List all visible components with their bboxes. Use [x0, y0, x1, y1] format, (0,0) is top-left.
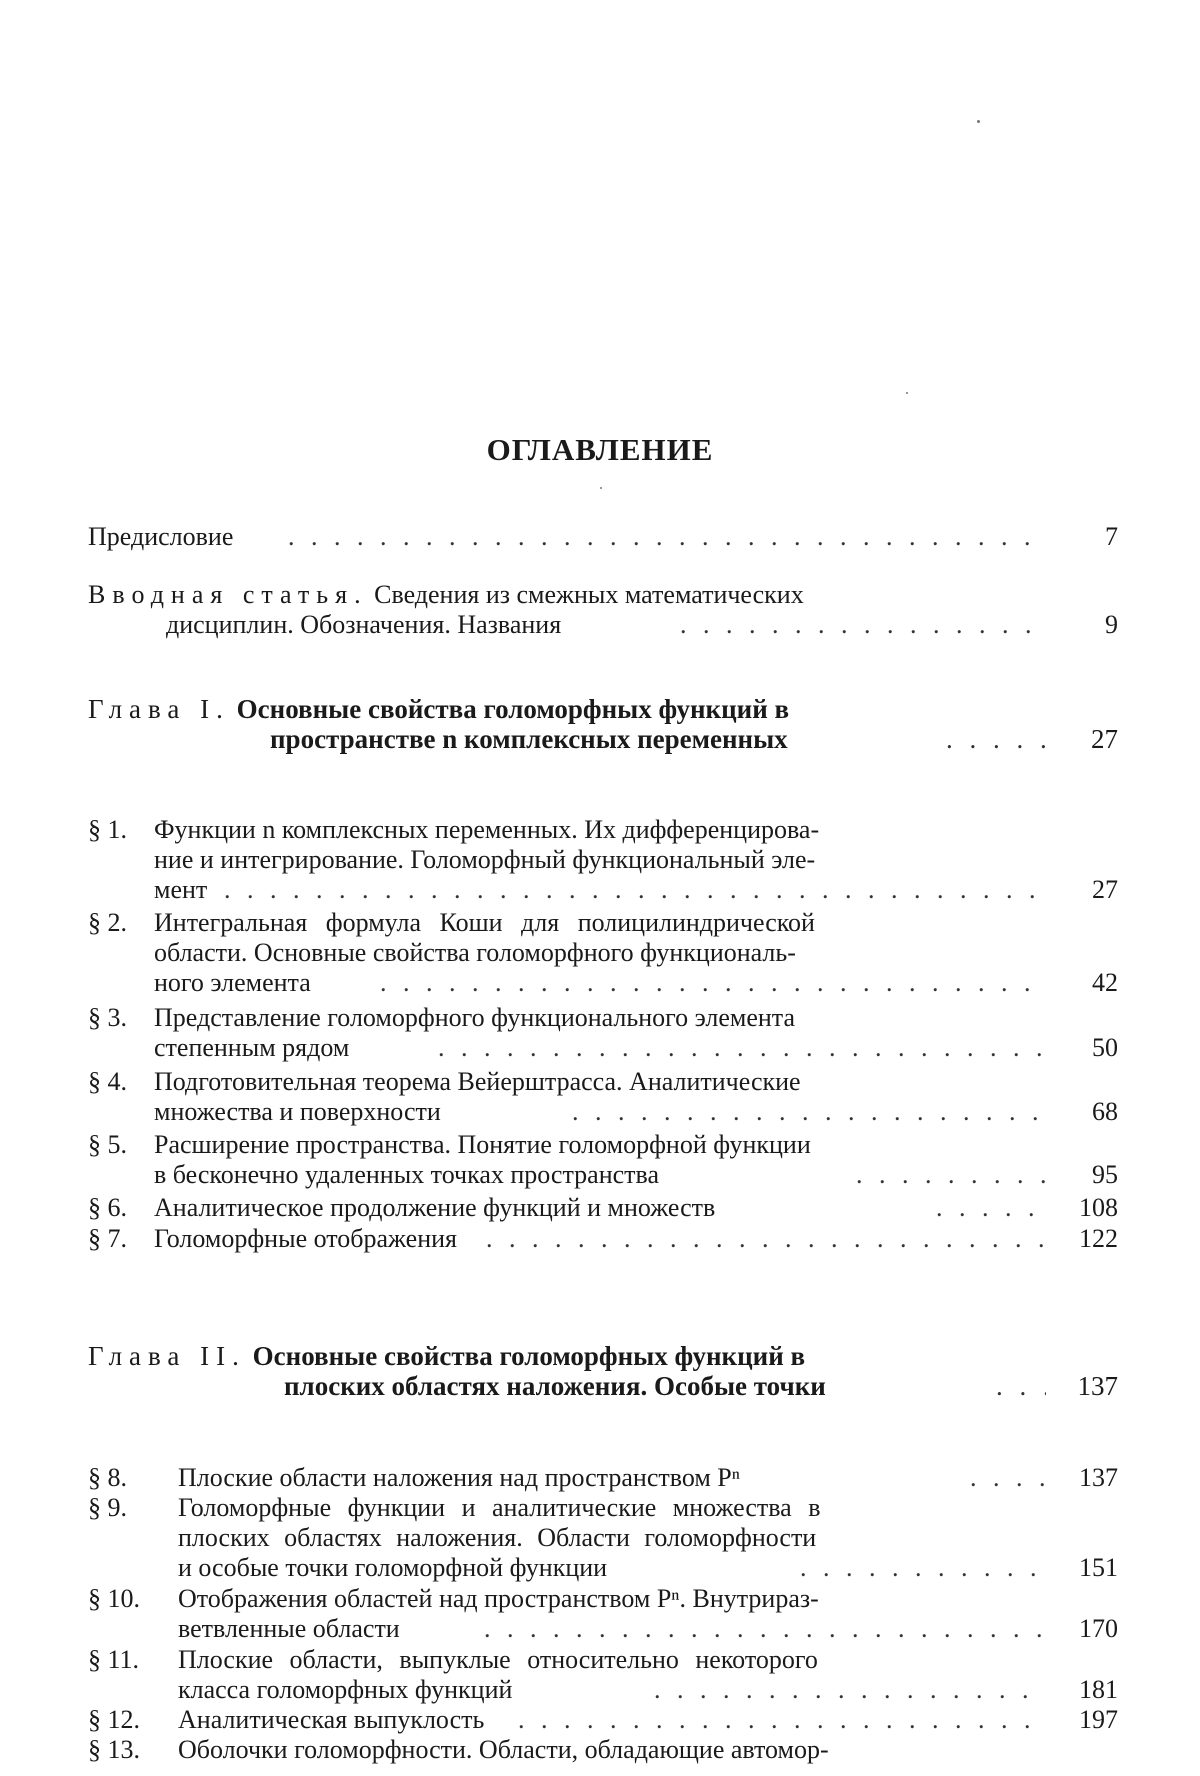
leader-dots: . . . . . . . . . . . . . . . . . . . . .: [572, 1097, 1046, 1127]
page-number: 170: [1048, 1614, 1118, 1644]
leader-dots: . . . . . . . . . . . . . . . . . . . . . . .: [518, 1705, 1046, 1735]
section-title: Оболочки голоморфности. Области, обладающие автомор-: [178, 1735, 829, 1765]
entry-label: Сведения из смежных математических: [374, 580, 804, 609]
section-number: § 7.: [88, 1224, 127, 1254]
page-number: 137: [1048, 1371, 1118, 1401]
page-number: 181: [1048, 1675, 1118, 1705]
section-number: § 4.: [88, 1067, 127, 1097]
scan-speck: [600, 487, 602, 489]
section-number: § 2.: [88, 908, 127, 938]
page-number: 197: [1048, 1705, 1118, 1735]
section-title: Голоморфные отображения: [154, 1224, 457, 1254]
toc-section-8[interactable]: [88, 1463, 1118, 1493]
scan-speck: [977, 120, 980, 123]
leader-dots: . . . . . . . . . . . . . . . . . . . . . . . .: [484, 1614, 1046, 1644]
page-title: ОГЛАВЛЕНИЕ: [0, 432, 1200, 468]
entry-label-continued: дисциплин. Обозначения. Названия: [166, 610, 561, 640]
toc-section-4[interactable]: [88, 1067, 1118, 1127]
page-number: 108: [1048, 1193, 1118, 1223]
section-title-continued: области. Основные свойства голоморфного функциональ-: [154, 938, 796, 968]
page-number: 27: [1048, 875, 1118, 905]
chapter-title-continued: плоских областях наложения. Особые точки: [284, 1371, 826, 1401]
leader-dots: . . . . . . . . . . .: [800, 1553, 1046, 1583]
leader-dots: . .: [996, 1371, 1046, 1401]
leader-dots: . . . . .: [936, 1193, 1046, 1223]
page-number: 68: [1048, 1097, 1118, 1127]
page-number: 95: [1048, 1160, 1118, 1190]
section-title: Голоморфные функции и аналитические множества в: [178, 1493, 820, 1523]
section-title-continued: ветвленные области: [178, 1614, 400, 1644]
section-title-continued: плоских областях наложения. Области голоморфности: [178, 1523, 816, 1553]
page-number: 50: [1048, 1033, 1118, 1063]
toc-entry-introduction[interactable]: [88, 580, 1118, 640]
leader-dots: . . .: [970, 1463, 1046, 1493]
section-number: § 1.: [88, 815, 127, 845]
section-number: § 11.: [88, 1645, 139, 1675]
leader-dots: . . . .: [946, 724, 1046, 754]
leader-dots: . . . . . . . . . . . . . . . . . . . . . . . . . .: [438, 1033, 1046, 1063]
leader-dots: . . . . . . . . . . . . . . . . . . . . . . . . . . . . . . . . .: [288, 522, 1048, 552]
section-number: § 8.: [88, 1463, 127, 1493]
toc-chapter-1[interactable]: [88, 694, 1118, 754]
toc-section-12[interactable]: [88, 1705, 1118, 1735]
section-title: Функции n комплексных переменных. Их дифференцирова-: [154, 815, 819, 845]
page-number: 9: [1048, 610, 1118, 640]
leader-dots: . . . . . . . . . . . . . . . .: [680, 610, 1048, 640]
chapter-prefix: Глава II.: [88, 1341, 246, 1371]
section-number: § 3.: [88, 1003, 127, 1033]
leader-dots: . . . . . . . . . . . . . . . . .: [654, 1675, 1046, 1705]
toc-section-9[interactable]: [88, 1493, 1118, 1583]
page-number: 27: [1048, 724, 1118, 754]
section-title-continued: степенным рядом: [154, 1033, 349, 1063]
toc-section-1[interactable]: [88, 815, 1118, 905]
page-number: 7: [1048, 522, 1118, 552]
chapter-title: Основные свойства голоморфных функций в: [237, 694, 789, 724]
leader-dots: . . . . . . . . . . . . . . . . . . . . . . . . . . . . . . . . . . . .: [224, 875, 1046, 905]
toc-section-5[interactable]: [88, 1130, 1118, 1190]
chapter-prefix: Глава I.: [88, 694, 230, 724]
page-number: 42: [1048, 968, 1118, 998]
section-title: Представление голоморфного функционального элемента: [154, 1003, 795, 1033]
section-title-continued: ного элемента: [154, 968, 311, 998]
section-title-continued: класса голоморфных функций: [178, 1675, 512, 1705]
toc-entry-preface[interactable]: [88, 522, 1118, 552]
toc-section-6[interactable]: [88, 1193, 1118, 1223]
leader-dots: . . . . . . . . . . . . . . . . . . . . . . . . . . . . .: [380, 968, 1046, 998]
section-title: Расширение пространства. Понятие голоморфной функции: [154, 1130, 811, 1160]
leader-dots: . . . . . . . .: [856, 1160, 1046, 1190]
entry-label: Предисловие: [88, 522, 233, 552]
section-title-continued: мент: [154, 875, 207, 905]
section-number: § 6.: [88, 1193, 127, 1223]
page-number: 122: [1048, 1224, 1118, 1254]
section-number: § 13.: [88, 1735, 140, 1765]
toc-chapter-2[interactable]: [88, 1341, 1118, 1401]
section-number: § 10.: [88, 1584, 140, 1614]
toc-section-10[interactable]: [88, 1584, 1118, 1644]
section-title: Отображения областей над пространством Pⁿ. Внутрираз-: [178, 1584, 819, 1614]
toc-section-3[interactable]: [88, 1003, 1118, 1063]
chapter-title: Основные свойства голоморфных функций в: [253, 1341, 805, 1371]
toc-section-11[interactable]: [88, 1645, 1118, 1705]
section-title: Плоские области наложения над пространством Pⁿ: [178, 1463, 740, 1493]
section-number: § 12.: [88, 1705, 140, 1735]
section-title-continued: в бесконечно удаленных точках пространства: [154, 1160, 659, 1190]
scan-speck: [906, 392, 908, 394]
chapter-title-continued: пространстве n комплексных переменных: [270, 724, 788, 754]
section-title-continued: и особые точки голоморфной функции: [178, 1553, 607, 1583]
section-title-continued: множества и поверхности: [154, 1097, 441, 1127]
toc-section-7[interactable]: [88, 1224, 1118, 1254]
section-number: § 9.: [88, 1493, 127, 1523]
leader-dots: . . . . . . . . . . . . . . . . . . . . . . . .: [486, 1224, 1046, 1254]
toc-section-2[interactable]: [88, 908, 1118, 998]
section-title: Аналитическая выпуклость: [178, 1705, 484, 1735]
section-number: § 5.: [88, 1130, 127, 1160]
section-title: Аналитическое продолжение функций и множеств: [154, 1193, 715, 1223]
page-number: 151: [1048, 1553, 1118, 1583]
section-title-continued: ние и интегрирование. Голоморфный функциональный эле-: [154, 845, 815, 875]
section-title: Интегральная формула Коши для полицилиндрической: [154, 908, 815, 938]
toc-section-13[interactable]: [88, 1735, 1118, 1765]
entry-label-prefix: Вводная статья.: [88, 580, 368, 609]
section-title: Подготовительная теорема Вейерштрасса. Аналитические: [154, 1067, 801, 1097]
page-number: 137: [1048, 1463, 1118, 1493]
section-title: Плоские области, выпуклые относительно некоторого: [178, 1645, 818, 1675]
